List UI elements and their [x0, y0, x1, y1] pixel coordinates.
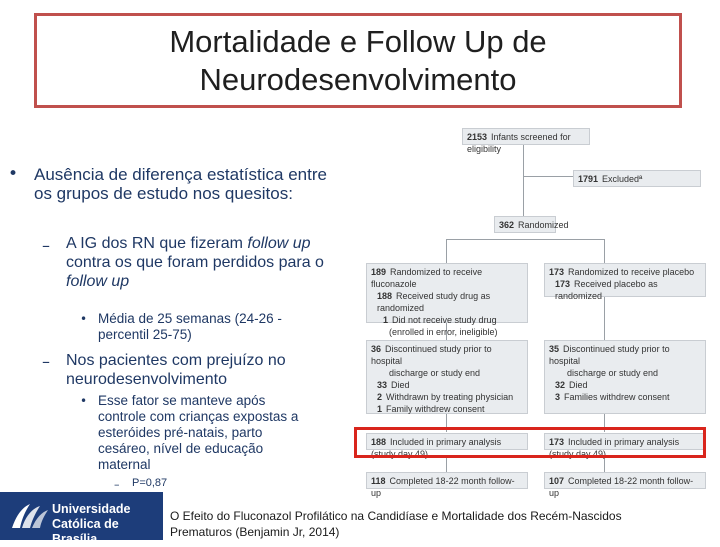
n: 35 — [549, 344, 560, 354]
n: 33 — [377, 380, 388, 390]
title-line-1: Mortalidade e Follow Up de — [169, 23, 547, 59]
slide-title — [169, 23, 546, 99]
t: Randomized to receive placebo — [568, 267, 695, 277]
t: Excludedª — [602, 174, 643, 184]
b2-em2: follow up — [66, 273, 130, 290]
logo-line-1: Universidade — [52, 502, 131, 516]
n: 107 — [549, 476, 565, 486]
flow-box-randomized — [494, 216, 569, 233]
bullet-level3-media: Média de 25 semanas (24-26 - percentil 25-75) — [98, 311, 282, 342]
n: 36 — [371, 344, 382, 354]
reference-line-1: O Efeito do Fluconazol Profilático na Candidíase e Mortalidade dos Recém-Nascidos — [170, 509, 622, 523]
flow-box-right-followup — [544, 472, 706, 498]
bullet-glyph: • — [80, 312, 88, 326]
flow-box-excluded — [573, 170, 701, 187]
n: 2153 — [467, 132, 488, 142]
flow-line — [604, 458, 605, 472]
t: Discontinued study prior to hospital — [371, 344, 492, 366]
university-logo — [0, 492, 163, 546]
n: 118 — [371, 476, 386, 486]
n: 173 — [549, 437, 565, 447]
bullet-level3-fator: Esse fator se manteve após controle com crianças expostas a esteróides pré-natais, parto cesáreo, nível de educação maternal — [98, 393, 299, 472]
n: 188 — [377, 291, 393, 301]
flow-box-right-discontinued — [544, 340, 706, 414]
bullet-glyph: • — [80, 394, 88, 408]
consort-flow-diagram — [366, 124, 706, 496]
t: Randomized to receive fluconazole — [371, 267, 483, 289]
n: 1791 — [578, 174, 599, 184]
n: 173 — [549, 267, 565, 277]
footer — [0, 492, 720, 546]
flow-line — [604, 296, 605, 340]
t: (enrolled in error, ineligible) — [389, 327, 498, 337]
t: Infants screened for eligibility — [467, 132, 571, 154]
dash-glyph: – — [42, 236, 50, 255]
t: Discontinued study prior to hospital — [549, 344, 670, 366]
bullet-glyph: • — [8, 164, 19, 184]
flow-box-left-followup — [366, 472, 528, 498]
t: Received study drug as randomized — [377, 291, 491, 313]
t: Included in primary analysis (study day 49) — [549, 437, 680, 459]
dash-glyph: – — [114, 478, 120, 491]
n: 1 — [377, 404, 383, 414]
t: Families withdrew consent — [564, 392, 670, 402]
flow-box-right-randomized — [544, 263, 706, 301]
t: discharge or study end — [567, 368, 659, 378]
b2-em1: follow up — [247, 235, 311, 252]
flow-line — [446, 239, 447, 263]
t: Died — [391, 380, 410, 390]
t: Received placebo as randomized — [555, 279, 658, 301]
t: Completed 18-22 month follow-up — [549, 476, 694, 498]
n: 32 — [555, 380, 566, 390]
highlight-frame — [354, 427, 706, 458]
flow-line — [446, 458, 447, 472]
n: 173 — [555, 279, 571, 289]
t: Randomized — [518, 220, 569, 230]
b2-pre: A IG dos RN que fizeram — [66, 235, 248, 252]
flow-box-left-randomized — [366, 263, 528, 337]
n: 1 — [383, 315, 389, 325]
t: Did not receive study drug — [392, 315, 497, 325]
t: Included in primary analysis (study day 49) — [371, 437, 502, 459]
n: 188 — [371, 437, 387, 447]
title-line-2: Neurodesenvolvimento — [199, 61, 517, 97]
reference-line-2: Prematuros (Benjamin Jr, 2014) — [170, 525, 340, 539]
n: 362 — [499, 220, 515, 230]
flow-line — [523, 141, 524, 221]
logo-text — [52, 502, 163, 547]
bullet-level2-ig — [66, 234, 326, 291]
title-box — [34, 13, 682, 108]
bullet-level1: Ausência de diferença estatística entre os grupos de estudo nos quesitos: — [34, 165, 327, 203]
ucb-emblem-icon — [8, 500, 50, 532]
t: Family withdrew consent — [386, 404, 485, 414]
reference-caption — [170, 508, 715, 540]
n: 2 — [377, 392, 383, 402]
t: Withdrawn by treating physician — [386, 392, 514, 402]
flow-line — [523, 176, 573, 177]
t: Died — [569, 380, 588, 390]
bullet-level4-p: P=0,87 — [132, 477, 168, 489]
flow-box-screened — [462, 128, 590, 154]
logo-line-2: Católica de Brasília — [52, 517, 119, 546]
b2-mid: contra os que foram perdidos para o — [66, 254, 324, 271]
n: 189 — [371, 267, 387, 277]
t: discharge or study end — [389, 368, 481, 378]
flow-box-left-discontinued — [366, 340, 528, 414]
t: Completed 18-22 month follow-up — [371, 476, 515, 498]
flow-line — [604, 239, 605, 263]
n: 3 — [555, 392, 561, 402]
flow-line — [446, 239, 604, 240]
dash-glyph: – — [42, 352, 50, 371]
bullet-level2-neuro: Nos pacientes com prejuízo no neurodesenvolvimento — [66, 352, 286, 388]
